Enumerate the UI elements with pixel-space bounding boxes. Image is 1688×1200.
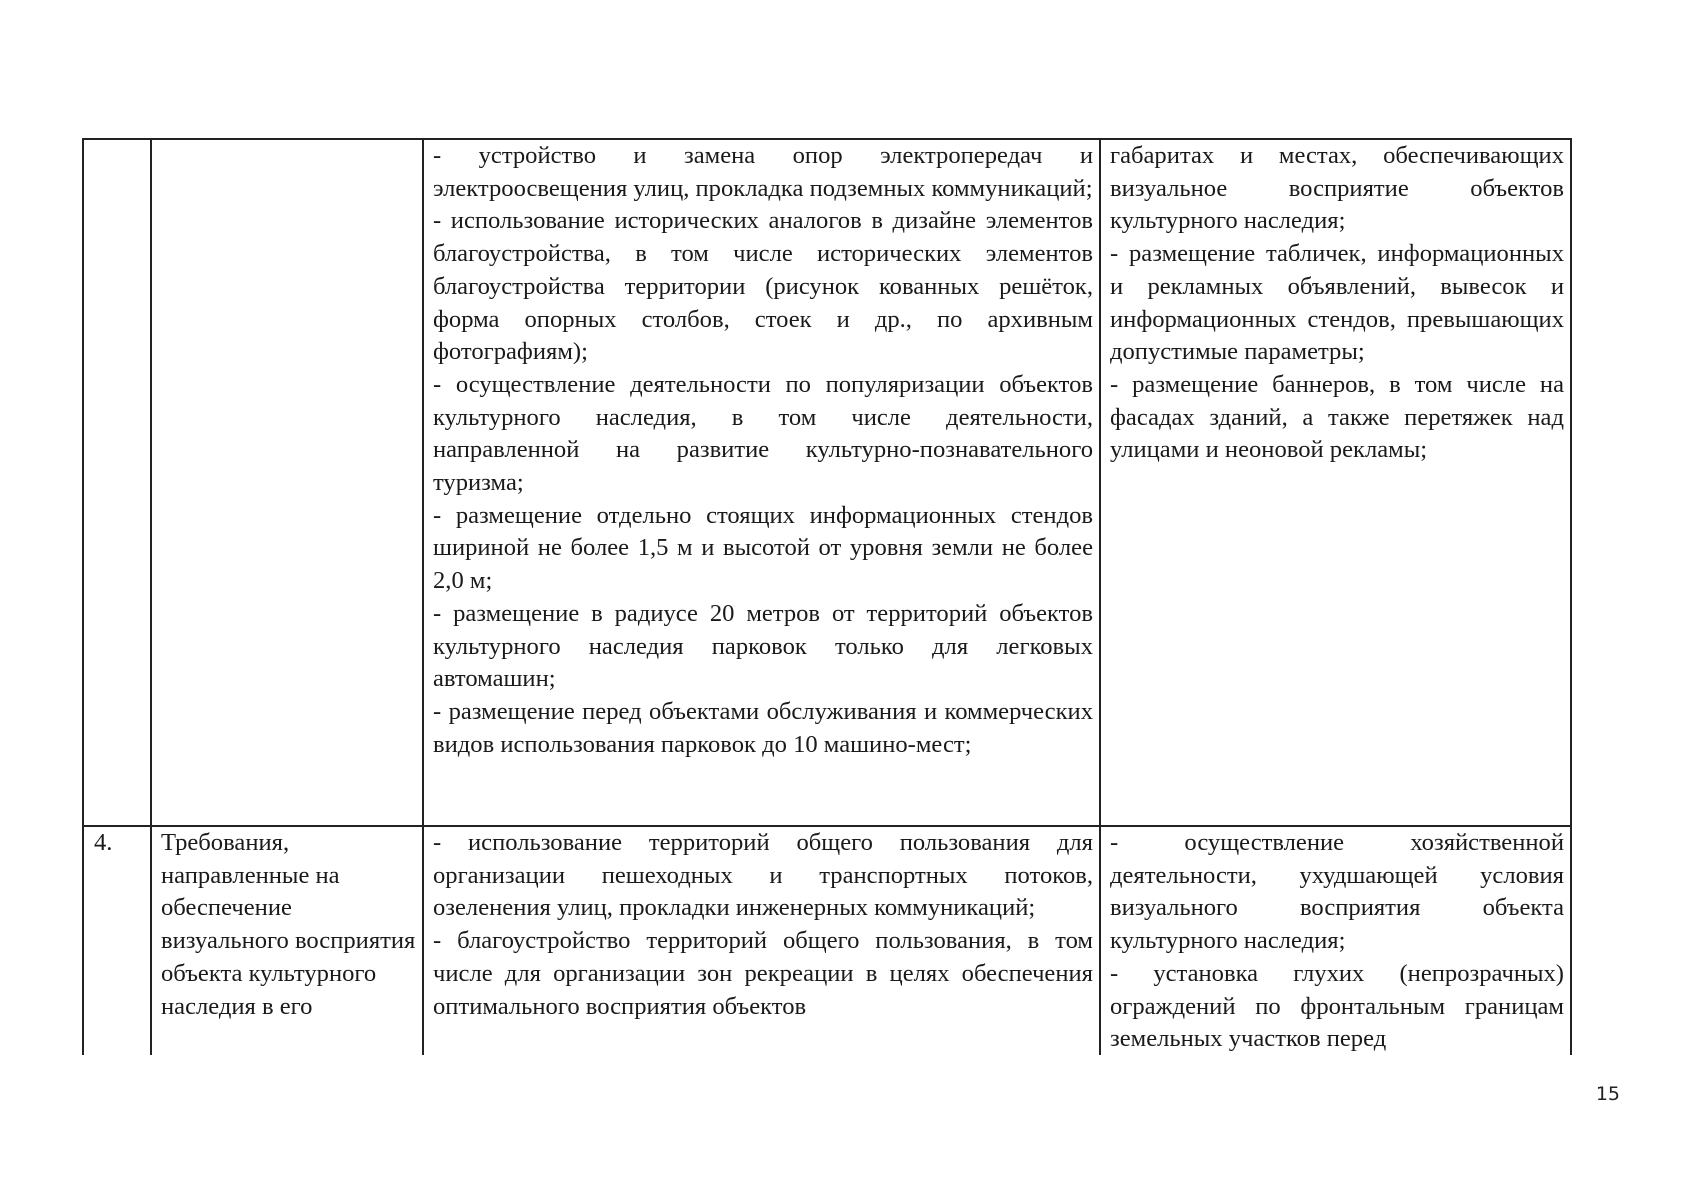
paragraph: - размещение отдельно стоящих информационных стендов шириной не более 1,5 м и высотой от уровня земли не более 2,0 м; — [433, 501, 1093, 595]
page-bottom-mask — [80, 1055, 1575, 1200]
regulations-table — [82, 138, 1572, 1059]
allowed-activities-cell — [423, 139, 1100, 826]
requirement-title-cell — [151, 139, 423, 826]
paragraph: - осуществление деятельности по популяризации объектов культурного наследия, в том числе деятельности, направленной на развитие культурно-познавательного туризма; — [433, 370, 1093, 497]
prohibited-activities-cell — [1100, 826, 1571, 1058]
row-number-cell — [83, 139, 151, 826]
allowed-activities-text — [433, 827, 1093, 1023]
paragraph: - размещение перед объектами обслуживания и коммерческих видов использования парковок до 10 машино-мест; — [433, 697, 1093, 758]
paragraph: - благоустройство территорий общего пользования, в том числе для организации зон рекреации в целях обеспечения оптимального восприятия объектов — [433, 927, 1093, 1020]
paragraph: - размещение баннеров, в том числе на фасадах зданий, а также перетяжек над улицами и неоновой рекламы; — [1110, 370, 1564, 464]
paragraph: - использование исторических аналогов в дизайне элементов благоустройства, в том числе исторических элементов благоустройства территории (рисунок кованных решёток, форма опорных столбов, стоек и др., по архивным фотографиям); — [433, 207, 1093, 366]
prohibited-activities-cell — [1100, 139, 1571, 826]
table-row — [83, 139, 1571, 826]
allowed-activities-cell — [423, 826, 1100, 1058]
paragraph: габаритах и местах, обеспечивающих визуальное восприятие объектов культурного наследия; — [1110, 142, 1564, 235]
prohibited-activities-text — [1110, 827, 1564, 1056]
paragraph: - размещение в радиусе 20 метров от территорий объектов культурного наследия парковок только для легковых автомашин; — [433, 599, 1093, 693]
paragraph: - осуществление хозяйственной деятельности, ухудшающей условия визуального восприятия объекта культурного наследия; — [1110, 829, 1564, 955]
paragraph: - установка глухих (непрозрачных) ограждений по фронтальным границам земельных участков перед — [1110, 959, 1564, 1053]
paragraph: - использование территорий общего пользования для организации пешеходных и транспортных потоков, озеленения улиц, прокладки инженерных коммуникаций; — [433, 829, 1093, 922]
page-number: 15 — [1595, 1083, 1620, 1105]
paragraph: - размещение табличек, информационных и рекламных объявлений, вывесок и информационных стендов, превышающих допустимые параметры; — [1110, 240, 1564, 366]
prohibited-activities-text — [1110, 140, 1564, 467]
requirement-title-cell: Требования, направленные на обеспечение визуального восприятия объекта культурного наследия в его — [151, 826, 423, 1058]
allowed-activities-text — [433, 140, 1093, 761]
row-number-cell: 4. — [83, 826, 151, 1058]
table-row — [83, 826, 1571, 1058]
paragraph: - устройство и замена опор электропередач и электроосвещения улиц, прокладка подземных коммуникаций; — [433, 142, 1093, 202]
